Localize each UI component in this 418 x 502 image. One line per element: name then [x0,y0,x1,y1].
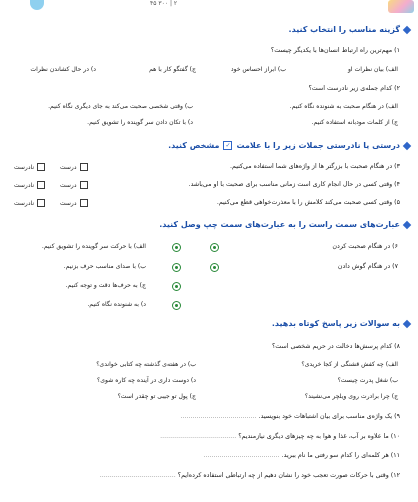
q8-option-b[interactable]: ب) در هفته‌ی گذشته چه کتابی خواندی؟ [96,361,196,368]
tf-false-3[interactable]: نادرست [14,163,45,171]
section-truefalse-title: درستی یا نادرستی جملات زیر را با علامت ✓ مشخص کنید. [168,141,410,150]
question-1: ۱) مهم‌ترین راه ارتباط انسان‌ها با یکدیگر چیست؟ [270,47,400,54]
section-match-title: عبارت‌های سمت راست را به عبارت‌های سمت چپ وصل کنید. [159,220,410,229]
decorative-bubble-icon [30,0,44,10]
q2-option-a[interactable]: الف) در هنگام صحبت به شنونده نگاه کنیم. [289,103,398,110]
match-right-7: ۷) در هنگام گوش دادن [337,263,398,270]
q1-option-c[interactable]: ج) گفتگو کار با هم [149,66,196,73]
match-dot-left-d[interactable] [172,301,181,310]
question-11: ۱۱) هر کلمه‌ای را کدام سو رفتی ما نام ببرید. ...................................... [203,452,400,459]
section-choose-title: گزینه مناسب را انتخاب کنید. [289,25,410,34]
q1-option-a[interactable]: الف) بیان نظرات او [347,66,398,73]
diamond-bullet-icon [403,220,411,228]
match-left-d: د) به شنونده نگاه کنیم. [87,301,146,308]
question-2: ۲) کدام جمله‌ی زیر نادرست است؟ [308,85,400,92]
checkbox-icon[interactable] [37,199,45,207]
tf-false-4[interactable]: نادرست [14,181,45,189]
checkbox-icon[interactable] [80,163,88,171]
tf-true-5[interactable]: درست [60,199,88,207]
section-short-title: به سوالات زیر پاسخ کوتاه بدهید. [272,319,410,328]
match-left-b: ب) با صدای مناسب حرف بزنیم. [63,263,146,270]
match-dot-left-a[interactable] [172,243,181,252]
answer-line[interactable]: ...................................... [180,413,257,420]
tf-false-5[interactable]: نادرست [14,199,45,207]
answer-line[interactable]: ...................................... [99,472,176,479]
diamond-bullet-icon [403,141,411,149]
answer-line[interactable]: ...................................... [203,452,280,459]
match-dot-left-c[interactable] [172,282,181,291]
diamond-bullet-icon [403,319,411,327]
tf-true-3[interactable]: درست [60,163,88,171]
tf-statement-4: ۴) وقتی کسی در حال انجام کاری است زمانی مناسب برای صحبت با او می‌باشد. [188,181,400,188]
tf-true-4[interactable]: درست [60,181,88,189]
q8-option-c[interactable]: ب) شغل پدرت چیست؟ [337,377,398,384]
match-left-c: ج) به حرف‌ها دقت و توجه کنیم. [65,282,146,289]
checkbox-icon[interactable] [37,163,45,171]
q8-option-e[interactable]: ج) چرا برادرت روی ویلچر می‌نشیند؟ [304,393,398,400]
answer-line[interactable]: ...................................... [160,433,237,440]
q8-option-f[interactable]: ج) پول تو جیبی تو چقدر است؟ [117,393,196,400]
match-dot-right-7[interactable] [210,263,219,272]
worksheet-logo-icon [388,0,414,13]
checkbox-icon[interactable] [80,199,88,207]
diamond-bullet-icon [403,25,411,33]
question-10: ۱۰) ما علاوه بر آب، غذا و هوا به چه چیزهای دیگری نیازمندیم؟ ...................................... [160,433,400,440]
top-banner [0,0,418,14]
q2-option-d[interactable]: د) با تکان دادن سر گوینده را تشویق کنیم. [87,119,193,126]
q8-option-d[interactable]: د) دوست داری در آینده چه کاره شوی؟ [97,377,196,384]
match-left-a: الف) با حرکت سر گوینده را تشویق کنیم. [41,243,146,250]
q1-option-b[interactable]: ب) ابراز احساس خود [230,66,286,73]
checkbox-icon[interactable] [37,181,45,189]
tf-statement-5: ۵) وقتی کسی صحبت می‌کند کلامش را با معذرت‌خواهی قطع می‌کنیم. [216,199,400,206]
question-12: ۱۲) وقتی با حرکات صورت تعجب خود را نشان دهیم از چه ارتباطی استفاده کرده‌ایم؟ ...................................... [99,472,400,479]
q2-option-b[interactable]: ب) وقتی شخصی صحبت می‌کند به جای دیگری نگاه کنیم. [48,103,193,110]
checkbox-icon[interactable] [80,181,88,189]
q8-option-a[interactable]: الف) چه کفش قشنگی از کجا خریدی؟ [301,361,398,368]
q2-option-c[interactable]: ج) از کلمات مودبانه استفاده کنیم. [311,119,398,126]
top-banner-text: ۲ | ۳۰۰ ۴۵ [150,0,178,7]
question-9: ۹) یک واژه‌ی مناسب برای بیان اشتباهات خود بنویسید. ...................................... [180,413,400,420]
tf-statement-3: ۳) در هنگام صحبت با بزرگتر ها از واژه‌های شما استفاده می‌کنیم. [230,163,400,170]
match-dot-left-b[interactable] [172,263,181,272]
question-8: ۸) کدام پرسش‌ها دخالت در حریم شخصی است؟ [271,343,400,350]
match-right-6: ۶) در هنگام صحبت کردن [332,243,398,250]
q1-option-d[interactable]: د) در حال کشاندن نظرات [30,66,96,73]
checkmark-icon: ✓ [225,142,231,149]
match-dot-right-6[interactable] [210,243,219,252]
